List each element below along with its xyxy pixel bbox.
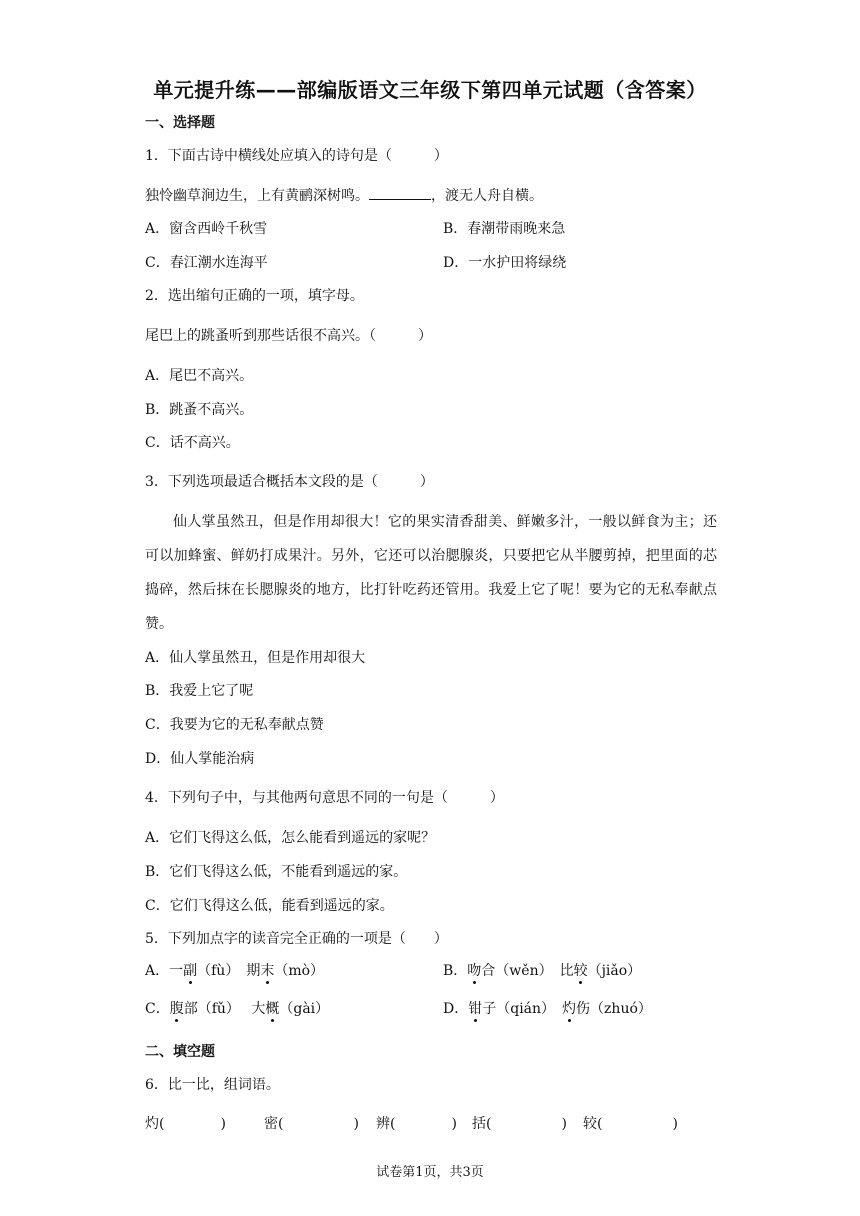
word-fill-item[interactable]: 较( ) <box>583 1116 678 1132</box>
poem-line-b: ，渡无人舟自横。 <box>431 188 543 204</box>
question-1-option-d: D．一水护田将绿绕 <box>443 255 567 271</box>
question-1-stem: 1．下面古诗中横线处应填入的诗句是（ ） <box>145 148 448 164</box>
question-2-option-c: C．话不高兴。 <box>145 435 240 451</box>
question-3-option-c: C．我要为它的无私奉献点赞 <box>145 717 324 733</box>
word-fill-item[interactable]: 括( ) <box>472 1116 567 1132</box>
question-3-stem: 3．下列选项最适合概括本文段的是（ ） <box>145 474 434 490</box>
question-2-stem: 2．选出缩句正确的一项，填字母。 <box>145 288 364 304</box>
word-fill-item[interactable]: 密( ) <box>264 1116 359 1132</box>
question-5-option-b <box>443 962 641 980</box>
question-3-option-d: D．仙人掌能治病 <box>145 751 255 767</box>
question-2-sentence: 尾巴上的跳蚤听到那些话很不高兴。（ ） <box>145 328 432 344</box>
option-text: 部（fǔ） 大 <box>183 1001 266 1017</box>
question-1-option-b: B．春潮带雨晚来急 <box>443 221 566 237</box>
question-5-option-c <box>145 1000 329 1018</box>
option-text: 伤（zhuó） <box>576 1001 652 1017</box>
dotted-char: 较 <box>573 963 588 979</box>
word-fill-item[interactable]: 灼( ) <box>145 1116 226 1132</box>
option-text: D． <box>443 1001 469 1017</box>
page-footer: 试卷第1页，共3页 <box>376 1165 484 1180</box>
dotted-char: 副 <box>183 963 198 979</box>
dotted-char: 吻 <box>467 963 482 979</box>
question-5-option-a <box>145 962 324 980</box>
poem-blank[interactable] <box>369 186 431 200</box>
option-text: （jiǎo） <box>587 963 642 979</box>
question-5-stem: 5．下列加点字的读音完全正确的一项是（ ） <box>145 931 448 947</box>
dotted-char: 末 <box>260 963 275 979</box>
question-2-option-b: B．跳蚤不高兴。 <box>145 402 254 418</box>
question-3-option-b: B．我爱上它了呢 <box>145 683 254 699</box>
dotted-char: 概 <box>265 1001 280 1017</box>
question-4-option-b: B．它们飞得这么低，不能看到遥远的家。 <box>145 864 408 880</box>
option-text: A．一 <box>145 963 184 979</box>
poem-line-a: 独怜幽草涧边生，上有黄鹂深树鸣。 <box>145 188 369 204</box>
question-3-passage: 仙人掌虽然丑，但是作用却很大！它的果实清香甜美、鲜嫩多汁，一般以鲜食为主；还可以加蜂蜜、鲜奶打成果汁。另外，它还可以治腮腺炎，只要把它从半腰剪掉，把里面的芯捣碎，然后抹在长腮腺炎的地方，比打针吃药还管用。我爱上它了呢！要为它的无私奉献点赞。 <box>145 514 717 632</box>
page-title: 单元提升练——部编版语文三年级下第四单元试题（含答案） <box>153 78 707 102</box>
question-1-option-a: A．窗含西岭千秋雪 <box>145 221 268 237</box>
question-2-option-a: A．尾巴不高兴。 <box>145 368 254 384</box>
question-4-option-a: A．它们飞得这么低，怎么能看到遥远的家呢？ <box>145 830 436 846</box>
option-text: 子（qián） <box>482 1001 563 1017</box>
option-text: （gài） <box>279 1001 330 1017</box>
option-text: （fù） 期 <box>197 963 261 979</box>
dotted-char: 腹 <box>169 1001 184 1017</box>
dotted-char: 灼 <box>562 1001 577 1017</box>
section-heading-choice: 一、选择题 <box>145 115 215 131</box>
option-text: C． <box>145 1001 170 1017</box>
question-4-stem: 4．下列句子中，与其他两句意思不同的一句是（ ） <box>145 790 504 806</box>
option-text: B． <box>443 963 468 979</box>
option-text: 合（wěn） 比 <box>481 963 574 979</box>
option-text: （mò） <box>274 963 325 979</box>
question-1-poem <box>145 186 543 205</box>
question-5-option-d <box>443 1000 652 1018</box>
question-6-stem: 6．比一比，组词语。 <box>145 1077 280 1093</box>
dotted-char: 钳 <box>468 1001 483 1017</box>
word-fill-item[interactable]: 辨( ) <box>376 1116 457 1132</box>
question-3-option-a: A．仙人掌虽然丑，但是作用却很大 <box>145 650 366 666</box>
section-heading-fill: 二、填空题 <box>145 1044 215 1060</box>
question-1-option-c: C．春江潮水连海平 <box>145 255 268 271</box>
question-4-option-c: C．它们飞得这么低，能看到遥远的家。 <box>145 898 394 914</box>
